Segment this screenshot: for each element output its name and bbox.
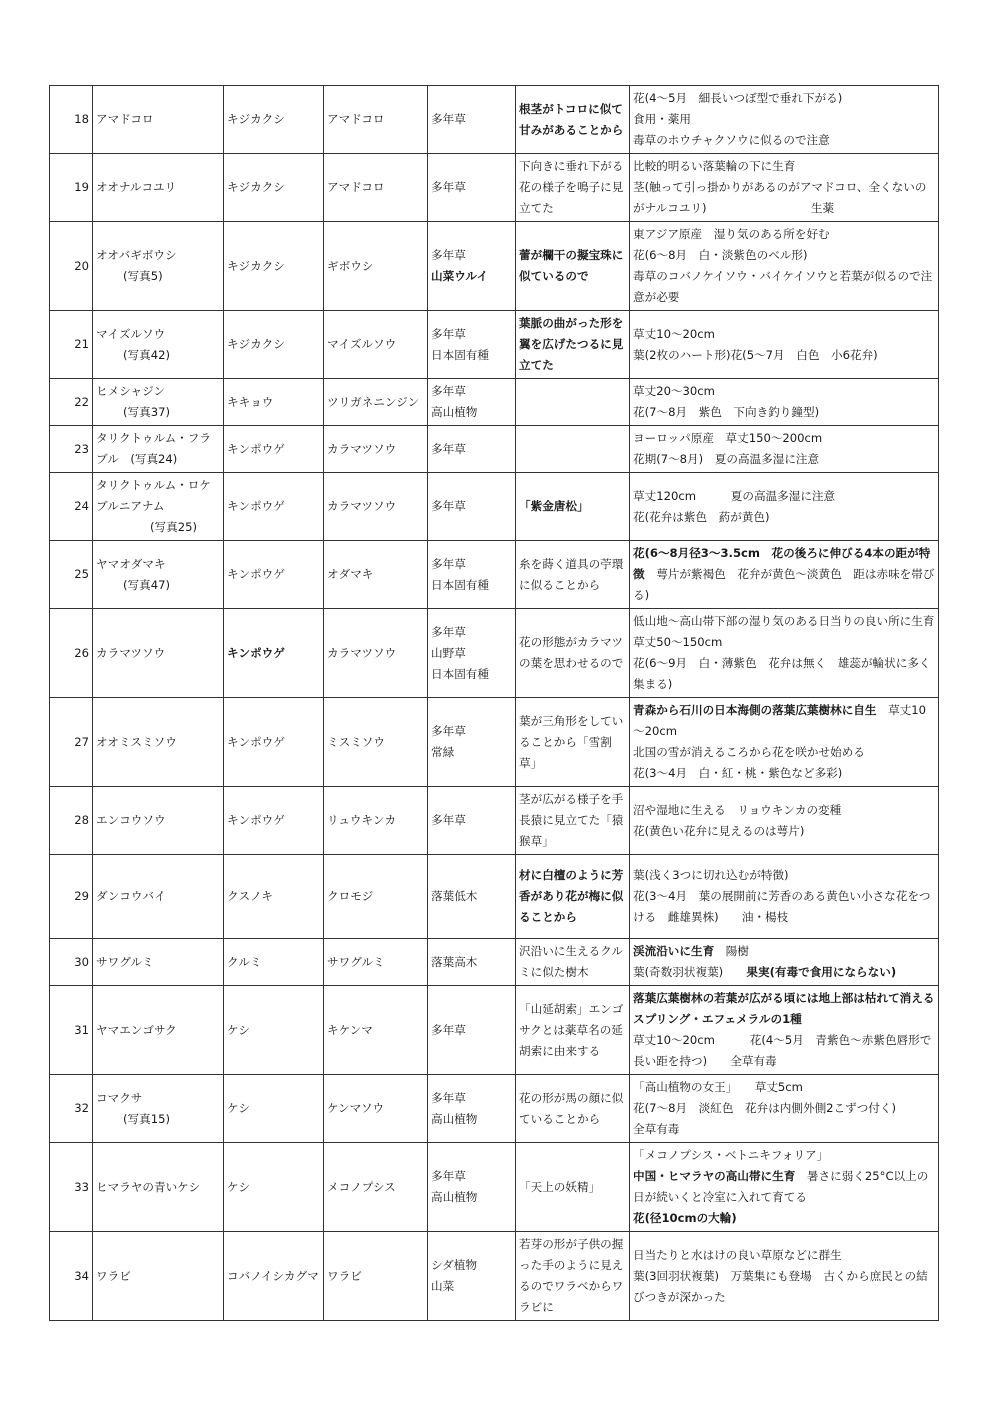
plant-type: 多年草 高山植物 xyxy=(428,379,516,426)
family: ケシ xyxy=(224,1075,324,1143)
row-number: 28 xyxy=(50,787,93,855)
row-number: 26 xyxy=(50,609,93,698)
table-row xyxy=(50,939,939,986)
row-number: 32 xyxy=(50,1075,93,1143)
family: キンポウゲ xyxy=(224,787,324,855)
family: キンポウゲ xyxy=(224,426,324,473)
photo-ref: (写真15) xyxy=(123,1111,170,1126)
notes: 「高山植物の女王」 草丈5cm 花(7～8月 淡紅色 花弁は内側外側2こずつ付く) 全草有毒 xyxy=(630,1075,939,1143)
plant-table xyxy=(49,85,970,1321)
notes: 「メコノプシス・ベトニキフォリア」 中国・ヒマラヤの高山帯に生育 暑さに弱く25°C以上の日が続いくと冷室に入れて育てる 花(径10cmの大輪) xyxy=(630,1143,939,1232)
notes: 草丈120cm 夏の高温多湿に注意 花(花弁は紫色 葯が黄色) xyxy=(630,473,939,541)
plant-type: 多年草 xyxy=(428,86,516,154)
notes: 比較的明るい落葉輪の下に生育 茎(触って引っ掛かりがあるのがアマドコロ、全くないのがナルコユリ) 生薬 xyxy=(630,154,939,222)
table-row xyxy=(50,426,939,473)
genus: ケンマソウ xyxy=(324,1075,428,1143)
family: クスノキ xyxy=(224,855,324,939)
family: キジカクシ xyxy=(224,222,324,311)
name-origin: 蕾が欄干の擬宝珠に似ているので xyxy=(516,222,630,311)
family: キンポウゲ xyxy=(224,609,324,698)
plant-type: 多年草 xyxy=(428,426,516,473)
photo-ref: (写真25) xyxy=(150,520,197,534)
notes: 日当たりと水はけの良い草原などに群生 葉(3回羽状複葉) 万葉集にも登場 古くから庶民との結びつきが深かった xyxy=(630,1232,939,1321)
genus: サワグルミ xyxy=(324,939,428,986)
genus: オダマキ xyxy=(324,541,428,609)
plant-type: 落葉高木 xyxy=(428,939,516,986)
plant-name: ヒマラヤの青いケシ xyxy=(93,1143,224,1232)
family: キキョウ xyxy=(224,379,324,426)
row-number: 21 xyxy=(50,311,93,379)
table-row xyxy=(50,1232,939,1321)
plant-type: 多年草 xyxy=(428,154,516,222)
genus: マイズルソウ xyxy=(324,311,428,379)
row-number: 24 xyxy=(50,473,93,541)
table-row xyxy=(50,1143,939,1232)
plant-name: タリクトゥルム・ロケブルニアナム (写真25) xyxy=(93,473,224,541)
row-number: 18 xyxy=(50,86,93,154)
plant-type: 多年草 xyxy=(428,473,516,541)
table-row xyxy=(50,541,939,609)
genus: アマドコロ xyxy=(324,154,428,222)
plant-type: 多年草 日本固有種 xyxy=(428,311,516,379)
name-origin: 花の形態がカラマツの葉を思わせるので xyxy=(516,609,630,698)
plant-name: ヒメシャジン (写真37) xyxy=(93,379,224,426)
row-number: 20 xyxy=(50,222,93,311)
table-row xyxy=(50,222,939,311)
table-row xyxy=(50,311,939,379)
plant-name: オオミスミソウ xyxy=(93,698,224,787)
plant-type: 多年草 山菜ウルイ xyxy=(428,222,516,311)
plant-name: ワラビ xyxy=(93,1232,224,1321)
name-origin: 茎が広がる様子を手長猿に見立てた「猿猴草」 xyxy=(516,787,630,855)
genus: キケンマ xyxy=(324,986,428,1075)
family: クルミ xyxy=(224,939,324,986)
genus: ギボウシ xyxy=(324,222,428,311)
notes: 花(4～5月 細長いつぼ型で垂れ下がる) 食用・薬用 毒草のホウチャクソウに似るので注意 xyxy=(630,86,939,154)
name-origin: 花の形が馬の顔に似ていることから xyxy=(516,1075,630,1143)
family: キジカクシ xyxy=(224,311,324,379)
notes: 草丈10～20cm 葉(2枚のハート形)花(5～7月 白色 小6花弁) xyxy=(630,311,939,379)
plant-name: アマドコロ xyxy=(93,86,224,154)
notes: 東アジア原産 湿り気のある所を好む 花(6～8月 白・淡紫色のベル形) 毒草のコバノケイソウ・バイケイソウと若葉が似るので注意が必要 xyxy=(630,222,939,311)
table-row xyxy=(50,86,939,154)
genus: ワラビ xyxy=(324,1232,428,1321)
row-number: 31 xyxy=(50,986,93,1075)
notes: 落葉広葉樹林の若葉が広がる頃には地上部は枯れて消えるスプリング・エフェメラルの1種 草丈10～20cm 花(4～5月 青紫色～赤紫色唇形で長い距を持つ) 全草有毒 xyxy=(630,986,939,1075)
photo-ref: (写真5) xyxy=(123,269,163,283)
genus: クロモジ xyxy=(324,855,428,939)
table-row xyxy=(50,986,939,1075)
plant-name: オオナルコユリ xyxy=(93,154,224,222)
notes: 渓流沿いに生育 陽樹 葉(奇数羽状複葉) 果実(有毒で食用にならない) xyxy=(630,939,939,986)
row-number: 25 xyxy=(50,541,93,609)
family: キジカクシ xyxy=(224,86,324,154)
table-row xyxy=(50,379,939,426)
family: コバノイシカグマ xyxy=(224,1232,324,1321)
notes: 沼や湿地に生える リョウキンカの変種 花(黄色い花弁に見えるのは萼片) xyxy=(630,787,939,855)
notes: 花(6～8月径3～3.5cm 花の後ろに伸びる4本の距が特徴 萼片が紫褐色 花弁が黄色～淡黄色 距は赤味を帯びる) xyxy=(630,541,939,609)
name-origin: 「山延胡索」エンゴサクとは薬草名の延胡索に由来する xyxy=(516,986,630,1075)
family: キジカクシ xyxy=(224,154,324,222)
row-number: 29 xyxy=(50,855,93,939)
family: キンポウゲ xyxy=(224,698,324,787)
plant-type: 多年草 高山植物 xyxy=(428,1143,516,1232)
notes: 低山地～高山帯下部の湿り気のある日当りの良い所に生育 草丈50～150cm 花(6～9月 白・薄紫色 花弁は無く 雄蕊が輪状に多く集まる) xyxy=(630,609,939,698)
plant-name: ヤマオダマキ (写真47) xyxy=(93,541,224,609)
table-row xyxy=(50,787,939,855)
plant-type: 多年草 高山植物 xyxy=(428,1075,516,1143)
photo-ref: (写真42) xyxy=(123,347,170,362)
photo-ref: (写真47) xyxy=(123,577,170,592)
row-number: 34 xyxy=(50,1232,93,1321)
notes: 葉(浅く3つに切れ込むが特徴) 花(3～4月 葉の展開前に芳香のある黄色い小さな花をつける 雌雄異株) 油・楊枝 xyxy=(630,855,939,939)
table-row xyxy=(50,855,939,939)
plant-type: シダ植物 山菜 xyxy=(428,1232,516,1321)
family: ケシ xyxy=(224,1143,324,1232)
genus: カラマツソウ xyxy=(324,473,428,541)
name-origin: 沢沿いに生えるクルミに似た樹木 xyxy=(516,939,630,986)
notes: ヨーロッパ原産 草丈150～200cm 花期(7～8月) 夏の高温多湿に注意 xyxy=(630,426,939,473)
table-row xyxy=(50,1075,939,1143)
plant-name: マイズルソウ (写真42) xyxy=(93,311,224,379)
genus: アマドコロ xyxy=(324,86,428,154)
genus: ツリガネニンジン xyxy=(324,379,428,426)
row-number: 33 xyxy=(50,1143,93,1232)
name-origin: 根茎がトコロに似て甘みがあることから xyxy=(516,86,630,154)
name-origin: 葉が三角形をしていることから「雪割草」 xyxy=(516,698,630,787)
genus: メコノプシス xyxy=(324,1143,428,1232)
family: ケシ xyxy=(224,986,324,1075)
plant-name: タリクトゥルム・フラブル (写真24) xyxy=(93,426,224,473)
row-number: 19 xyxy=(50,154,93,222)
row-number: 23 xyxy=(50,426,93,473)
row-number: 22 xyxy=(50,379,93,426)
row-number: 27 xyxy=(50,698,93,787)
plant-name: カラマツソウ xyxy=(93,609,224,698)
plant-name: サワグルミ xyxy=(93,939,224,986)
table-row xyxy=(50,473,939,541)
plant-type: 多年草 日本固有種 xyxy=(428,541,516,609)
plant-name: ヤマエンゴサク xyxy=(93,986,224,1075)
name-origin: 材に白檀のように芳香があり花が梅に似ることから xyxy=(516,855,630,939)
plant-type: 多年草 xyxy=(428,787,516,855)
plant-type: 落葉低木 xyxy=(428,855,516,939)
plant-name: ダンコウバイ xyxy=(93,855,224,939)
genus: カラマツソウ xyxy=(324,426,428,473)
plant-type: 多年草 山野草 日本固有種 xyxy=(428,609,516,698)
genus: リュウキンカ xyxy=(324,787,428,855)
name-origin xyxy=(516,426,630,473)
name-origin xyxy=(516,379,630,426)
table-row xyxy=(50,698,939,787)
notes: 草丈20～30cm 花(7～8月 紫色 下向き釣り鐘型) xyxy=(630,379,939,426)
family: キンポウゲ xyxy=(224,541,324,609)
genus: カラマツソウ xyxy=(324,609,428,698)
plant-type: 多年草 xyxy=(428,986,516,1075)
plant-name: エンコウソウ xyxy=(93,787,224,855)
name-origin: 下向きに垂れ下がる花の様子を鳴子に見立てた xyxy=(516,154,630,222)
photo-ref: (写真24) xyxy=(130,452,178,466)
row-number: 30 xyxy=(50,939,93,986)
plant-name: コマクサ (写真15) xyxy=(93,1075,224,1143)
plant-type: 多年草 常緑 xyxy=(428,698,516,787)
notes: 青森から石川の日本海側の落葉広葉樹林に自生 草丈10～20cm 北国の雪が消えるころから花を咲かせ始める 花(3～4月 白・紅・桃・紫色など多彩) xyxy=(630,698,939,787)
table-row xyxy=(50,609,939,698)
photo-ref: (写真37) xyxy=(123,405,170,419)
plant-name: オオバギボウシ (写真5) xyxy=(93,222,224,311)
genus: ミスミソウ xyxy=(324,698,428,787)
name-origin: 「紫金唐松」 xyxy=(516,473,630,541)
name-origin: 「天上の妖精」 xyxy=(516,1143,630,1232)
family: キンポウゲ xyxy=(224,473,324,541)
name-origin: 若芽の形が子供の握った手のように見えるのでワラベからワラビに xyxy=(516,1232,630,1321)
table-row xyxy=(50,154,939,222)
name-origin: 糸を蒔く道具の苧環に似ることから xyxy=(516,541,630,609)
name-origin: 葉脈の曲がった形を翼を広げたつるに見立てた xyxy=(516,311,630,379)
